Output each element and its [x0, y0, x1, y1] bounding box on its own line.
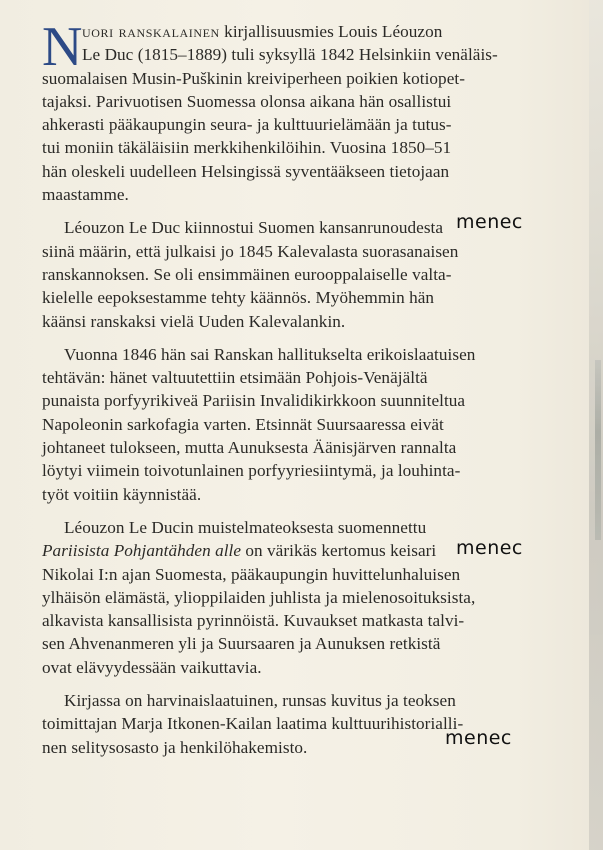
text-line: suomalaisen Musin-Puškinin kreiviperheen poikien kotiopet- [42, 68, 465, 88]
book-text [42, 16, 547, 759]
text-span: on värikäs kertomus keisari [241, 541, 437, 561]
drop-cap [42, 16, 83, 78]
paragraph-2 [42, 216, 547, 332]
watermark-3: menec [445, 727, 512, 749]
text-line: työt voitiin käynnistää. [42, 484, 202, 504]
text-line: nen selitysosasto ja henkilöhakemisto. [42, 737, 308, 757]
text-line: kielelle eepoksestamme tehty käännös. Myöhemmin hän [42, 288, 435, 308]
paragraph-1 [42, 16, 547, 206]
text-line: siinä määrin, että julkaisi jo 1845 Kalevalasta suorasanaisen [42, 241, 459, 261]
text-line: löytyi viimein toivotunlainen porfyyriesiintymä, ja louhinta- [42, 461, 461, 481]
smallcaps-lead: uori ranskalainen [82, 22, 220, 41]
text-span: kirjallisuusmies Louis Léouzon [219, 22, 443, 41]
text-line: ylhäisön elämästä, ylioppilaiden juhlista ja mielenosoituksista, [42, 587, 476, 607]
text-line: Napoleonin sarkofagia varten. Etsinnät Suursaaressa eivät [42, 414, 444, 434]
adjacent-page-edge [589, 0, 603, 850]
book-title: Pariisista Pohjantähden alle [42, 541, 242, 561]
paragraph-3 [42, 343, 547, 506]
text-line: alkavista kansallisista pyrinnöistä. Kuvaukset matkasta talvi- [42, 611, 465, 631]
text-line: ranskannoksen. Se oli ensimmäinen eurooppalaiselle valta- [42, 264, 452, 284]
text-line: hän oleskeli uudelleen Helsingissä syventääkseen tietojaan [42, 161, 450, 181]
text-line: johtaneet tulokseen, mutta Aunuksesta Äänisjärven rannalta [42, 438, 457, 458]
text-line: Léouzon Le Duc kiinnostui Suomen kansanrunoudesta [64, 218, 444, 238]
text-line: tui moniin täkäläisiin merkkihenkilöihin. Vuosina 1850–51 [42, 138, 452, 158]
watermark-2: menec [456, 537, 523, 559]
text-line: sen Ahvenanmeren yli ja Suursaaren ja Aunuksen retkistä [42, 634, 441, 654]
text-line: toimittajan Marja Itkonen-Kailan laatima kulttuurihistorialli- [42, 714, 464, 734]
text-line [42, 20, 547, 43]
text-line: ahkerasti pääkaupungin seura- ja kulttuurielämään ja tutus- [42, 115, 452, 135]
text-line: punaista porfyyrikiveä Pariisin Invalidikirkkoon suunniteltua [42, 391, 466, 411]
text-line: Kirjassa on harvinaislaatuinen, runsas kuvitus ja teoksen [64, 691, 456, 711]
watermark-1: menec [456, 211, 523, 233]
text-line: maastamme. [42, 185, 129, 205]
drop-cap-letter: N [42, 16, 83, 78]
text-line: Léouzon Le Ducin muistelmateoksesta suomennettu [64, 517, 427, 537]
text-line: Vuonna 1846 hän sai Ranskan hallitukselta erikoislaatuisen [64, 344, 476, 364]
text-line: Nikolai I:n ajan Suomesta, pääkaupungin huvittelunhaluisen [42, 564, 461, 584]
text-line: ovat elävyydessään vaikuttavia. [42, 657, 262, 677]
text-line: käänsi ranskaksi vielä Uuden Kalevalankin. [42, 311, 346, 331]
text-line: tajaksi. Parivuotisen Suomessa olonsa aikana hän osallistui [42, 91, 452, 111]
text-line: Le Duc (1815–1889) tuli syksyllä 1842 Helsinkiin venäläis- [82, 45, 498, 65]
text-line: tehtävän: hänet valtuutettiin etsimään Pohjois-Venäjältä [42, 368, 428, 388]
